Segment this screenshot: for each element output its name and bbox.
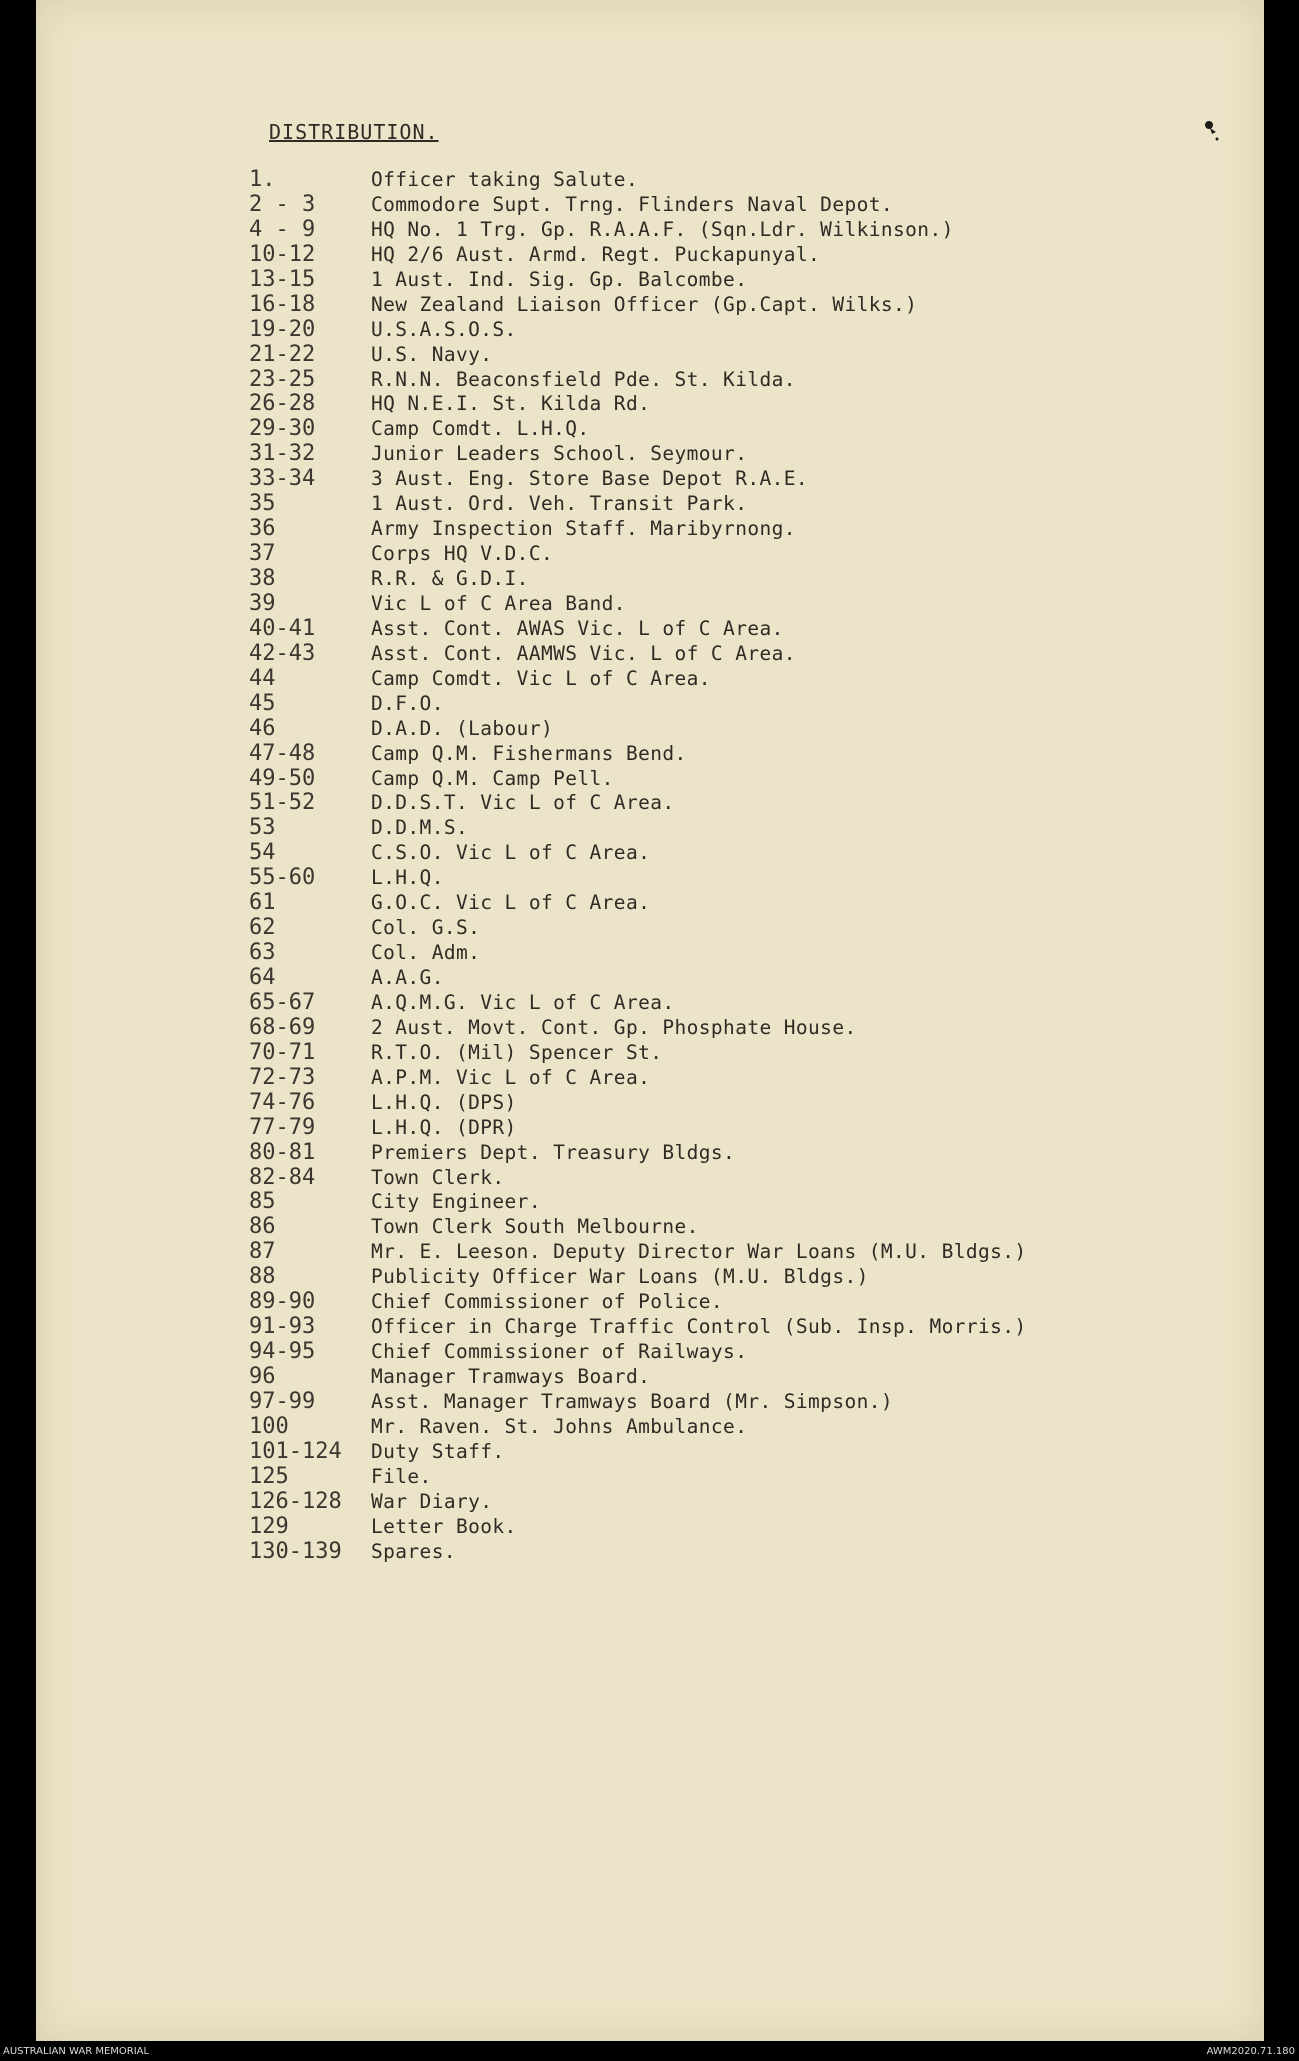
distribution-entry <box>249 517 1249 542</box>
entry-recipient: 2 Aust. Movt. Cont. Gp. Phosphate House. <box>371 1015 857 1039</box>
entry-copy-numbers: 89-90 <box>249 1289 316 1315</box>
entry-copy-numbers: 100 <box>249 1413 289 1439</box>
entry-copy-numbers: 91-93 <box>249 1314 316 1340</box>
entry-recipient: Col. Adm. <box>371 941 481 965</box>
document-page <box>36 0 1264 2041</box>
entry-recipient: L.H.Q. (DPR) <box>371 1115 517 1139</box>
entry-copy-numbers: 63 <box>249 940 276 966</box>
entry-recipient: R.N.N. Beaconsfield Pde. St. Kilda. <box>371 367 796 391</box>
entry-recipient: Asst. Cont. AAMWS Vic. L of C Area. <box>371 641 796 665</box>
distribution-entry <box>249 268 1249 293</box>
distribution-entry <box>249 1265 1249 1290</box>
distribution-entry <box>249 1240 1249 1265</box>
entry-copy-numbers: 126-128 <box>249 1488 342 1514</box>
distribution-entry <box>249 991 1249 1016</box>
entry-recipient: HQ No. 1 Trg. Gp. R.A.A.F. (Sqn.Ldr. Wilkinson.) <box>371 217 954 241</box>
entry-recipient: U.S. Navy. <box>371 342 493 366</box>
entry-recipient: 1 Aust. Ord. Veh. Transit Park. <box>371 492 748 516</box>
entry-copy-numbers: 80-81 <box>249 1139 316 1165</box>
distribution-heading: DISTRIBUTION. <box>269 120 439 144</box>
entry-recipient: L.H.Q. <box>371 866 444 890</box>
entry-copy-numbers: 87 <box>249 1239 276 1265</box>
distribution-entry <box>249 542 1249 567</box>
distribution-entry <box>249 816 1249 841</box>
entry-copy-numbers: 65-67 <box>249 989 316 1015</box>
entry-copy-numbers: 125 <box>249 1463 289 1489</box>
ink-mark-icon <box>1204 120 1220 142</box>
entry-copy-numbers: 55-60 <box>249 865 316 891</box>
entry-recipient: D.D.M.S. <box>371 816 469 840</box>
entry-recipient: War Diary. <box>371 1489 493 1513</box>
distribution-entry <box>249 1041 1249 1066</box>
distribution-entry <box>249 717 1249 742</box>
distribution-entry <box>249 567 1249 592</box>
entry-copy-numbers: 94-95 <box>249 1339 316 1365</box>
entry-recipient: Publicity Officer War Loans (M.U. Bldgs.) <box>371 1265 869 1289</box>
entry-copy-numbers: 21-22 <box>249 341 316 367</box>
entry-recipient: C.S.O. Vic L of C Area. <box>371 841 651 865</box>
entry-recipient: R.T.O. (Mil) Spencer St. <box>371 1040 663 1064</box>
entry-copy-numbers: 51-52 <box>249 790 316 816</box>
distribution-entry <box>249 916 1249 941</box>
distribution-list <box>249 168 1249 1565</box>
distribution-entry <box>249 966 1249 991</box>
entry-copy-numbers: 1. <box>249 167 276 192</box>
entry-copy-numbers: 42-43 <box>249 640 316 666</box>
distribution-entry <box>249 1016 1249 1041</box>
distribution-entry <box>249 1340 1249 1365</box>
distribution-entry <box>249 1190 1249 1215</box>
entry-recipient: Officer taking Salute. <box>371 168 639 191</box>
entry-recipient: Camp Comdt. L.H.Q. <box>371 417 590 441</box>
entry-copy-numbers: 46 <box>249 715 276 741</box>
distribution-entry <box>249 841 1249 866</box>
entry-copy-numbers: 101-124 <box>249 1438 342 1464</box>
entry-copy-numbers: 39 <box>249 590 276 616</box>
entry-copy-numbers: 130-139 <box>249 1538 342 1564</box>
entry-recipient: R.R. & G.D.I. <box>371 567 529 590</box>
entry-recipient: Mr. Raven. St. Johns Ambulance. <box>371 1414 748 1438</box>
entry-recipient: Officer in Charge Traffic Control (Sub. Insp. Morris.) <box>371 1315 1027 1339</box>
entry-recipient: City Engineer. <box>371 1190 541 1214</box>
entry-recipient: HQ N.E.I. St. Kilda Rd. <box>371 392 651 416</box>
entry-copy-numbers: 26-28 <box>249 391 316 417</box>
entry-copy-numbers: 38 <box>249 566 276 591</box>
distribution-entry <box>249 343 1249 368</box>
entry-copy-numbers: 68-69 <box>249 1014 316 1040</box>
distribution-entry <box>249 767 1249 792</box>
distribution-entry <box>249 1515 1249 1540</box>
distribution-entry <box>249 168 1249 193</box>
entry-copy-numbers: 2 - 3 <box>249 191 316 217</box>
distribution-entry <box>249 1390 1249 1415</box>
distribution-entry <box>249 791 1249 816</box>
distribution-entry <box>249 592 1249 617</box>
entry-copy-numbers: 19-20 <box>249 316 316 342</box>
distribution-entry <box>249 1091 1249 1116</box>
entry-recipient: Army Inspection Staff. Maribyrnong. <box>371 517 796 541</box>
distribution-entry <box>249 1166 1249 1191</box>
entry-recipient: Premiers Dept. Treasury Bldgs. <box>371 1140 736 1164</box>
distribution-entry <box>249 417 1249 442</box>
distribution-entry <box>249 492 1249 517</box>
distribution-entry <box>249 1440 1249 1465</box>
entry-copy-numbers: 86 <box>249 1214 276 1240</box>
distribution-entry <box>249 1215 1249 1240</box>
distribution-entry <box>249 368 1249 393</box>
entry-recipient: D.D.S.T. Vic L of C Area. <box>371 791 675 815</box>
distribution-entry <box>249 1315 1249 1340</box>
entry-recipient: HQ 2/6 Aust. Armd. Regt. Puckapunyal. <box>371 242 821 266</box>
footer-accession-number: AWM2020.71.180 <box>1206 2046 1295 2057</box>
distribution-entry <box>249 1066 1249 1091</box>
entry-recipient: G.O.C. Vic L of C Area. <box>371 891 651 915</box>
entry-recipient: A.P.M. Vic L of C Area. <box>371 1065 651 1089</box>
distribution-entry <box>249 293 1249 318</box>
entry-recipient: Asst. Manager Tramways Board (Mr. Simpson.) <box>371 1389 894 1413</box>
entry-copy-numbers: 33-34 <box>249 466 316 492</box>
entry-recipient: Town Clerk. <box>371 1165 505 1189</box>
entry-recipient: A.Q.M.G. Vic L of C Area. <box>371 990 675 1014</box>
entry-copy-numbers: 88 <box>249 1264 276 1290</box>
distribution-entry <box>249 1415 1249 1440</box>
entry-recipient: Junior Leaders School. Seymour. <box>371 442 748 466</box>
distribution-entry <box>249 467 1249 492</box>
distribution-entry <box>249 891 1249 916</box>
entry-recipient: Camp Comdt. Vic L of C Area. <box>371 666 711 690</box>
entry-recipient: Chief Commissioner of Railways. <box>371 1340 748 1364</box>
entry-recipient: Corps HQ V.D.C. <box>371 542 554 566</box>
footer-institution: AUSTRALIAN WAR MEMORIAL <box>3 2046 150 2057</box>
entry-copy-numbers: 45 <box>249 690 276 716</box>
distribution-entry <box>249 1141 1249 1166</box>
entry-recipient: 3 Aust. Eng. Store Base Depot R.A.E. <box>371 467 809 491</box>
entry-recipient: Col. G.S. <box>371 916 481 940</box>
distribution-entry <box>249 1465 1249 1490</box>
distribution-entry <box>249 667 1249 692</box>
distribution-entry <box>249 866 1249 891</box>
entry-recipient: Camp Q.M. Fishermans Bend. <box>371 741 687 765</box>
entry-recipient: Duty Staff. <box>371 1439 505 1463</box>
entry-copy-numbers: 85 <box>249 1189 276 1215</box>
entry-copy-numbers: 129 <box>249 1513 289 1539</box>
entry-copy-numbers: 4 - 9 <box>249 216 316 242</box>
entry-copy-numbers: 72-73 <box>249 1064 316 1090</box>
distribution-entry <box>249 642 1249 667</box>
entry-copy-numbers: 49-50 <box>249 765 316 791</box>
entry-recipient: D.F.O. <box>371 691 444 715</box>
distribution-entry <box>249 193 1249 218</box>
entry-copy-numbers: 44 <box>249 665 276 691</box>
entry-copy-numbers: 62 <box>249 915 276 941</box>
entry-recipient: U.S.A.S.O.S. <box>371 317 517 341</box>
distribution-entry <box>249 318 1249 343</box>
distribution-entry <box>249 1365 1249 1390</box>
entry-recipient: Manager Tramways Board. <box>371 1365 651 1388</box>
entry-copy-numbers: 97-99 <box>249 1388 316 1414</box>
entry-copy-numbers: 16-18 <box>249 291 316 317</box>
distribution-entry <box>249 941 1249 966</box>
entry-copy-numbers: 61 <box>249 890 276 916</box>
entry-copy-numbers: 23-25 <box>249 366 316 392</box>
entry-recipient: Camp Q.M. Camp Pell. <box>371 766 614 790</box>
entry-recipient: 1 Aust. Ind. Sig. Gp. Balcombe. <box>371 267 748 291</box>
entry-recipient: File. <box>371 1464 432 1488</box>
entry-recipient: New Zealand Liaison Officer (Gp.Capt. Wilks.) <box>371 292 918 316</box>
entry-copy-numbers: 35 <box>249 491 276 517</box>
entry-recipient: L.H.Q. (DPS) <box>371 1090 517 1114</box>
distribution-entry <box>249 218 1249 243</box>
entry-copy-numbers: 31-32 <box>249 441 316 467</box>
entry-recipient: Chief Commissioner of Police. <box>371 1290 724 1314</box>
entry-recipient: Mr. E. Leeson. Deputy Director War Loans (M.U. Bldgs.) <box>371 1240 1027 1264</box>
entry-copy-numbers: 74-76 <box>249 1089 316 1115</box>
entry-copy-numbers: 13-15 <box>249 266 316 292</box>
distribution-entry <box>249 392 1249 417</box>
entry-recipient: D.A.D. (Labour) <box>371 716 554 740</box>
entry-recipient: A.A.G. <box>371 966 444 989</box>
entry-recipient: Asst. Cont. AWAS Vic. L of C Area. <box>371 616 784 640</box>
entry-copy-numbers: 40-41 <box>249 615 316 641</box>
distribution-entry <box>249 243 1249 268</box>
distribution-entry <box>249 1116 1249 1141</box>
entry-copy-numbers: 37 <box>249 541 276 567</box>
entry-copy-numbers: 82-84 <box>249 1164 316 1190</box>
entry-recipient: Town Clerk South Melbourne. <box>371 1215 699 1239</box>
entry-copy-numbers: 77-79 <box>249 1114 316 1140</box>
distribution-entry <box>249 742 1249 767</box>
distribution-entry <box>249 1540 1249 1565</box>
entry-copy-numbers: 47-48 <box>249 740 316 766</box>
entry-copy-numbers: 70-71 <box>249 1039 316 1065</box>
entry-recipient: Spares. <box>371 1539 456 1563</box>
distribution-entry <box>249 1290 1249 1315</box>
entry-recipient: Vic L of C Area Band. <box>371 591 626 615</box>
entry-copy-numbers: 10-12 <box>249 241 316 267</box>
entry-copy-numbers: 96 <box>249 1364 276 1389</box>
distribution-entry <box>249 617 1249 642</box>
entry-copy-numbers: 53 <box>249 815 276 841</box>
entry-copy-numbers: 36 <box>249 516 276 542</box>
entry-recipient: Letter Book. <box>371 1514 517 1538</box>
distribution-entry <box>249 1490 1249 1515</box>
entry-recipient: Commodore Supt. Trng. Flinders Naval Depot. <box>371 192 894 216</box>
distribution-entry <box>249 692 1249 717</box>
entry-copy-numbers: 54 <box>249 840 276 866</box>
entry-copy-numbers: 64 <box>249 965 276 990</box>
entry-copy-numbers: 29-30 <box>249 416 316 442</box>
distribution-entry <box>249 442 1249 467</box>
